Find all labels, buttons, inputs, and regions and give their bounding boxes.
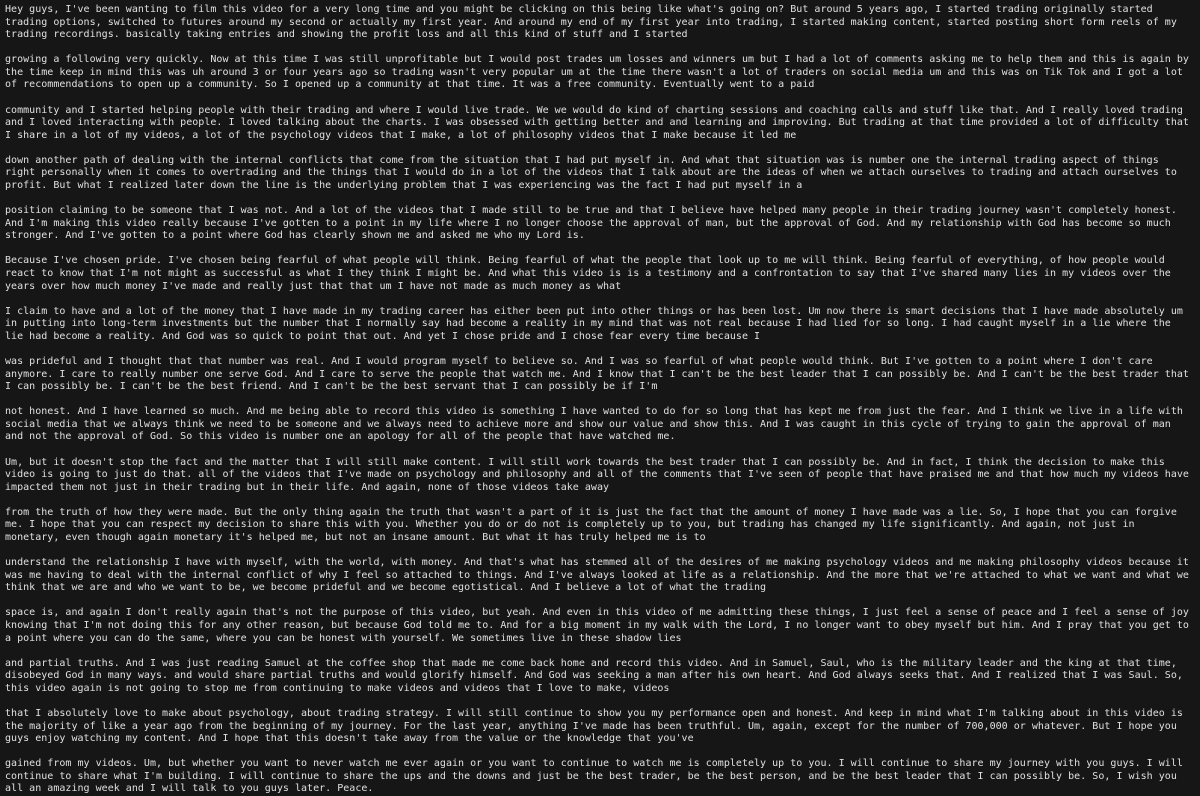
transcript-paragraph-6: Because I've chosen pride. I've chosen being fearful of what people will think. Being fearful of what the people that look up to me will think. Being fearful of everything, of how people would react to know that I'm not might as successful as what I they think I might be. And what this video is is a testimony and a confrontation to say that I've shared many lies in my videos over the years over how much money I've made and really just that that um I have not made as much money as what	[5, 255, 1171, 292]
transcript-paragraph-8: was prideful and I thought that that number was real. And I would program myself to believe so. And I was so fearful of what people would think. But I've gotten to a point where I don't care anymore. I care to really number one serve God. And I care to serve the people that watch me. And I know that I can't be the best leader that I can possibly be. And I can't be the best trader that I can possibly be. I can't be the best friend. And I can't be the best servant that I can possibly be if I'm	[5, 355, 1189, 393]
transcript-paragraph-13: space is, and again I don't really again that's not the purpose of this video, but yeah. And even in this video of me admitting these things, I just feel a sense of peace and I feel a sense of joy knowing that I'm not doing this for any other reason, but because God told me to. And for a big moment in my walk with the Lord, I no longer want to obey myself but him. And I pray that you get to a point where you can do the same, where you can be honest with yourself. We sometimes live in these shadow lies	[5, 607, 1189, 644]
transcript-paragraph-12: understand the relationship I have with myself, with the world, with money. And that's what has stemmed all of the desires of me making psychology videos and me making philosophy videos because it was me having to deal with the internal conflict of why I feel so attached to things. And I've always looked at life as a relationship. And the more that we're attached to what we want and what we think that we are and who we want to be, we become prideful and we become egotistical. And I believe a lot of what the trading	[5, 557, 1189, 594]
transcript-paragraph-3: community and I started helping people with their trading and where I would live trade. We we would do kind of charting sessions and coaching calls and stuff like that. And I really loved trading and I loved interacting with people. I loved talking about the charts. I was obsessed with getting better and and learning and improving. But trading at that time provided a lot of difficulty that I share in a lot of my videos, a lot of the psychology videos that I make, a lot of philosophy videos that I make because it led me	[5, 104, 1189, 141]
transcript-paragraph-15: that I absolutely love to make about psychology, about trading strategy. I will still continue to show you my performance open and honest. And keep in mind what I'm talking about in this video is the majority of like a year ago from the beginning of my journey. For the last year, anything I've made has been truthful. Um, again, except for the number of 700,000 or whatever. But I hope you guys enjoy watching my content. And I hope that this doesn't take away from the value or the knowledge that you've	[5, 707, 1183, 745]
transcript-paragraph-11: from the truth of how they were made. But the only thing again the truth that wasn't a part of it is just the fact that the amount of money I have made was a lie. So, I hope that you can forgive me. I hope that you can respect my decision to share this with you. Whether you do or do not is completely up to you, but trading has changed my life significantly. And again, not just in monetary, even though again monetary it's helped me, but not an insane amount. But what it has truly helped me is to	[5, 506, 1177, 543]
transcript-paragraph-2: growing a following very quickly. Now at this time I was still unprofitable but I would post trades um losses and winners um but I had a lot of comments asking me to help them and this is again by the time keep in mind this was uh around 3 or four years ago so trading wasn't very popular um at the time there wasn't a lot of traders on social media um and this was on Tik Tok and I got a lot of recommendations to open up a community. So I opened up a community at that time. It was a free community. Eventually went to a paid	[5, 54, 1189, 91]
transcript-paragraph-7: I claim to have and a lot of the money that I have made in my trading career has either been put into other things or has been lost. Um now there is smart decisions that I have made absolutely um in putting into long-term investments but the number that I normally say had become a reality in my mind that was not real because I had lied for so long. I had caught myself in a lie where the lie had become a reality. And God was so quick to point that out. And yet I chose pride and I chose fear every time because I	[5, 305, 1183, 342]
transcript-paragraph-4: down another path of dealing with the internal conflicts that come from the situation that I had put myself in. And what that situation was is number one the internal trading aspect of things right personally when it comes to overtrading and the things that I would do in a lot of the videos that I talk about are the ideas of when we attach ourselves to trading and attach ourselves to profit. But what I realized later down the line is the underlying problem that I was experiencing was the fact I had put myself in a	[5, 154, 1177, 192]
transcript-paragraph-14: and partial truths. And I was just reading Samuel at the coffee shop that made me come back home and record this video. And in Samuel, Saul, who is the military leader and the king at that time, disobeyed God in many ways. and would share partial truths and would glorify himself. And God was seeking a man after his own heart. And God always seeks that. And I realized that I was Saul. So, this video again is not going to stop me from continuing to make videos and videos that I love to make, videos	[5, 657, 1183, 694]
transcript-paragraph-5: position claiming to be someone that I was not. And a lot of the videos that I made still to be true and that I believe have helped many people in their trading journey wasn't completely honest. And I'm making this video really because I've gotten to a point in my life where I no longer choose the approval of man, but the approval of God. And my relationship with God has become so much stronger. And I've gotten to a point where God has clearly shown me and asked me who my Lord is.	[5, 205, 1177, 242]
transcript-paragraph-9: not honest. And I have learned so much. And me being able to record this video is something I have wanted to do for so long that has kept me from just the fear. And I think we live in a life with social media that we always think we need to be someone and we always need to achieve more and show our value and show this. And I was caught in this cycle of trying to gain the approval of man and not the approval of God. So this video is number one an apology for all of the people that have watched me.	[5, 406, 1183, 443]
transcript-paragraph-16: gained from my videos. Um, but whether you want to never watch me ever again or you want to continue to watch me is completely up to you. I will continue to share my journey with you guys. I will continue to share what I'm building. I will continue to share the ups and the downs and just be the best trader, be the best person, and be the best leader that I can possibly be. So, I wish you all an amazing week and I will talk to you guys later. Peace.	[5, 758, 1183, 795]
transcript-paragraph-10: Um, but it doesn't stop the fact and the matter that I will still make content. I will still work towards the best trader that I can possibly be. And in fact, I think the decision to make this video is going to just do that. all of the videos that I've made on psychology and philosophy and all of the comments that I've seen of people that have praised me and that how much my videos have impacted them not just in their trading but in their life. And again, none of those videos take away	[5, 456, 1189, 493]
transcript-paragraph-1: Hey guys, I've been wanting to film this video for a very long time and you might be clicking on this being like what's going on? But around 5 years ago, I started trading originally started trading options, switched to futures around my second or actually my first year. And around my end of my first year into trading, I started making content, started posting short form reels of my trading recordings. basically taking entries and showing the profit loss and all this kind of stuff and I started	[5, 4, 1177, 41]
